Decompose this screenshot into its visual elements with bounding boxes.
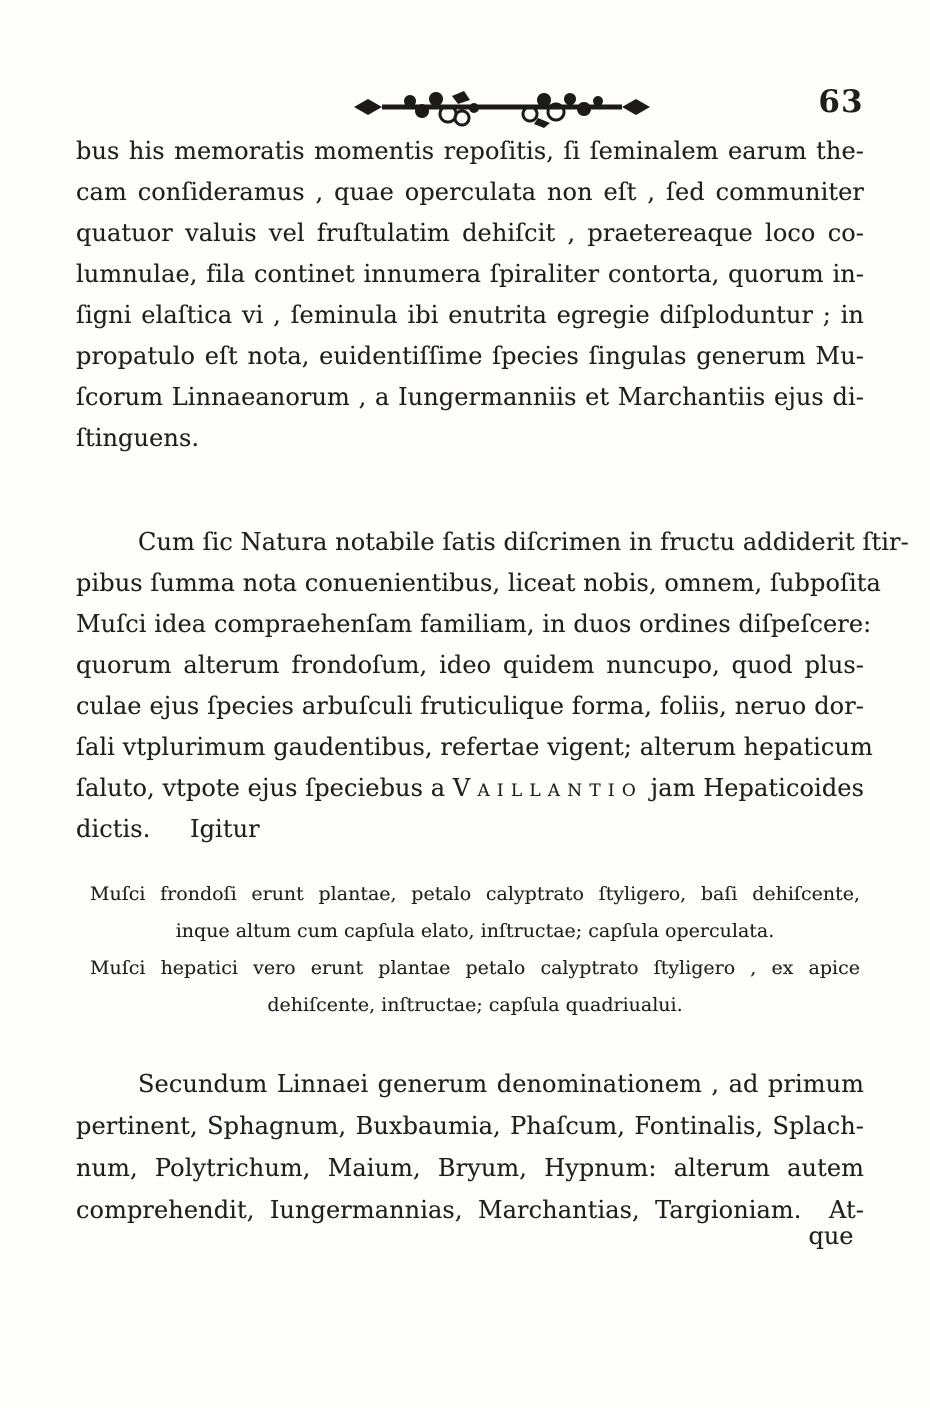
text-line: comprehendit, Iungermannias, Marchantias, Targioniam. At- xyxy=(76,1196,864,1224)
text-line: lumnulae, fila continet innumera ſpiraliter contorta, quorum in- xyxy=(76,260,864,288)
text-line: pertinent, Sphagnum, Buxbaumia, Phaſcum, Fontinalis, Splach- xyxy=(76,1112,864,1140)
paragraph-2 xyxy=(76,522,909,850)
floral-divider-icon xyxy=(352,88,652,130)
text-line: Muſci hepatici vero erunt plantae petalo calyptrato ſtyligero , ex apice xyxy=(90,957,860,979)
text-line: Cum ſic Natura notabile ſatis diſcrimen in fructu addiderit ſtir- xyxy=(138,528,909,556)
text-line: cam conſideramus , quae operculata non eſt , ſed communiter xyxy=(76,178,864,206)
text-line: propatulo eſt nota, euidentiſſime ſpecies ſingulas generum Mu- xyxy=(76,342,864,370)
catchword: que xyxy=(808,1222,854,1250)
text-line-vaillantio xyxy=(76,768,864,809)
page-number: 63 xyxy=(818,84,864,120)
text-line: inque altum cum capſula elato, inſtructae; capſula operculata. xyxy=(175,920,775,942)
author-name-vaillantio: Vaillantio xyxy=(452,774,643,802)
text-line: quorum alterum frondoſum, ideo quidem nuncupo, quod plus- xyxy=(76,651,864,679)
text-line: Secundum Linnaei generum denominationem , ad primum xyxy=(138,1070,864,1098)
text-segment: ſaluto, vtpote ejus ſpeciebus a xyxy=(76,774,453,802)
text-line: pibus ſumma nota conuenientibus, liceat nobis, omnem, ſubpoſita xyxy=(76,569,881,597)
definition-block xyxy=(90,876,860,1024)
text-line: Muſci frondoſi erunt plantae, petalo calyptrato ſtyligero, baſi dehiſcente, xyxy=(90,883,860,905)
paragraph-3 xyxy=(76,1063,864,1231)
text-line: ſali vtplurimum gaudentibus, refertae vigent; alterum hepaticum xyxy=(76,733,873,761)
text-line: dehiſcente, inſtructae; capſula quadriualui. xyxy=(267,994,683,1016)
text-line: ſcorum Linnaeanorum , a Iungermanniis et Marchantiis ejus di- xyxy=(76,383,864,411)
text-line: quatuor valuis vel fruſtulatim dehiſcit , praetereaque loco co- xyxy=(76,219,864,247)
text-line: ſtinguens. xyxy=(76,424,200,452)
text-line: num, Polytrichum, Maium, Bryum, Hypnum: alterum autem xyxy=(76,1154,864,1182)
paragraph-1 xyxy=(76,131,864,459)
text-line: dictis. Igitur xyxy=(76,815,260,843)
text-line: Muſci idea compraehenſam familiam, in duos ordines diſpeſcere: xyxy=(76,610,872,638)
text-line: culae ejus ſpecies arbuſculi fruticulique forma, foliis, neruo dor- xyxy=(76,692,864,720)
text-segment: jam Hepaticoides xyxy=(642,774,864,802)
text-line: ſigni elaſtica vi , ſeminula ibi enutrita egregie diſploduntur ; in xyxy=(76,301,864,329)
text-line: bus his memoratis momentis repoſitis, ſi ſeminalem earum the- xyxy=(76,137,864,165)
